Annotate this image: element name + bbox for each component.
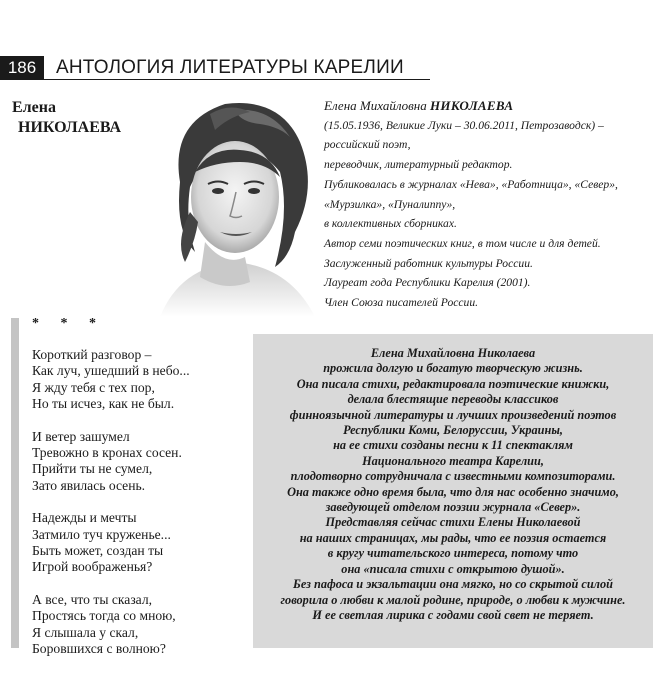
poem-stanza	[32, 510, 252, 576]
bio-line: переводчик, литературный редактор.	[324, 158, 513, 172]
bio-line: Член Союза писателей России.	[324, 296, 479, 310]
page-number: 186	[0, 56, 44, 80]
poem-stanza	[32, 347, 252, 413]
poem-line: Я жду тебя с тех пор,	[32, 379, 155, 395]
about-line: Она писала стихи, редактировала поэтические книжки,	[296, 376, 610, 391]
poem-side-bar	[11, 318, 19, 648]
poem-line: Простясь тогда со мною,	[32, 608, 176, 624]
poem-line: Затмило туч круженье...	[32, 526, 171, 542]
author-first-name: Елена	[12, 99, 56, 116]
author-bio	[324, 96, 650, 313]
about-line: финноязычной литературы и лучших произведений поэтов	[289, 407, 617, 422]
about-line: в кругу читательского интереса, потому что	[327, 546, 579, 561]
poem-line: Прийти ты не сумел,	[32, 461, 153, 477]
bio-line: Автор семи поэтических книг, в том числе и для детей.	[324, 236, 601, 250]
about-author-text	[253, 346, 653, 623]
poem-line: А все, что ты сказал,	[32, 591, 153, 607]
author-name	[12, 98, 121, 138]
poem-line: Я слышала у скал,	[32, 624, 139, 640]
about-line: Республики Коми, Белоруссии, Украины,	[343, 423, 563, 438]
bio-full-name	[324, 96, 650, 116]
about-line: плодотворно сотрудничала с известными композиторами.	[290, 469, 616, 484]
about-line: делала блестящие переводы классиков	[347, 392, 559, 407]
bio-line: «Мурзилка», «Пуналиппу»,	[324, 197, 456, 211]
poem-line: Боровшихся с волною?	[32, 641, 166, 657]
poem	[32, 347, 252, 674]
poem-line: Быть может, создан ты	[32, 543, 164, 559]
bio-line: российский поэт,	[324, 138, 411, 152]
bio-line: (15.05.1936, Великие Луки – 30.06.2011, Петрозаводск) –	[324, 118, 604, 132]
about-line: И ее светлая лирика с годами свой свет не теряет.	[312, 607, 594, 622]
bio-line: Лауреат года Республики Карелия (2001).	[324, 276, 531, 290]
about-line: говорила о любви к малой родине, природе, о любви к мужчине.	[280, 592, 626, 607]
poem-line: Но ты исчез, как не был.	[32, 396, 175, 412]
bio-line: в коллективных сборниках.	[324, 217, 457, 231]
bio-name-prefix: Елена Михайловна	[324, 98, 430, 113]
poem-line: Игрой воображенья?	[32, 559, 153, 575]
poem-line: Зато явилась осень.	[32, 477, 146, 493]
poem-stars: * * *	[32, 316, 105, 331]
about-line: прожила долгую и богатую творческую жизнь.	[323, 361, 583, 376]
about-line: Она также одно время была, что для нас особенно значимо,	[287, 484, 619, 499]
poem-line: Как луч, ушедший в небо...	[32, 363, 190, 379]
poem-line: Тревожно в кронах сосен.	[32, 445, 182, 461]
about-line: она «писала стихи с открытою душой».	[341, 561, 565, 576]
anthology-title: АНТОЛОГИЯ ЛИТЕРАТУРЫ КАРЕЛИИ	[56, 57, 404, 78]
about-line: Представляя сейчас стихи Елены Николаевой	[325, 515, 581, 530]
poem-line: Надежды и мечты	[32, 510, 137, 526]
author-portrait	[140, 92, 320, 317]
about-line: Без пафоса и экзальтации она мягко, но со скрытой силой	[293, 577, 613, 592]
bio-line: Публиковалась в журналах «Нева», «Работница», «Север»,	[324, 177, 618, 191]
poem-line: Короткий разговор –	[32, 347, 152, 362]
author-last-name: НИКОЛАЕВА	[18, 119, 122, 136]
page-header	[0, 56, 430, 80]
header-rule	[44, 79, 430, 80]
about-line: Елена Михайловна Николаева	[370, 346, 536, 360]
poem-stanza	[32, 429, 252, 495]
about-line: на ее стихи созданы песни к 11 спектаклям	[333, 438, 573, 453]
bio-line: Заслуженный работник культуры России.	[324, 256, 533, 270]
about-line: на наших страницах, мы рады, что ее поэзия остается	[299, 530, 607, 545]
poem-line: И ветер зашумел	[32, 428, 130, 444]
about-author-box	[253, 334, 653, 648]
about-line: Национального театра Карелии,	[362, 453, 544, 468]
about-line: заведующей отделом поэзии журнала «Север».	[325, 500, 581, 515]
bio-name-surname: НИКОЛАЕВА	[430, 98, 514, 113]
